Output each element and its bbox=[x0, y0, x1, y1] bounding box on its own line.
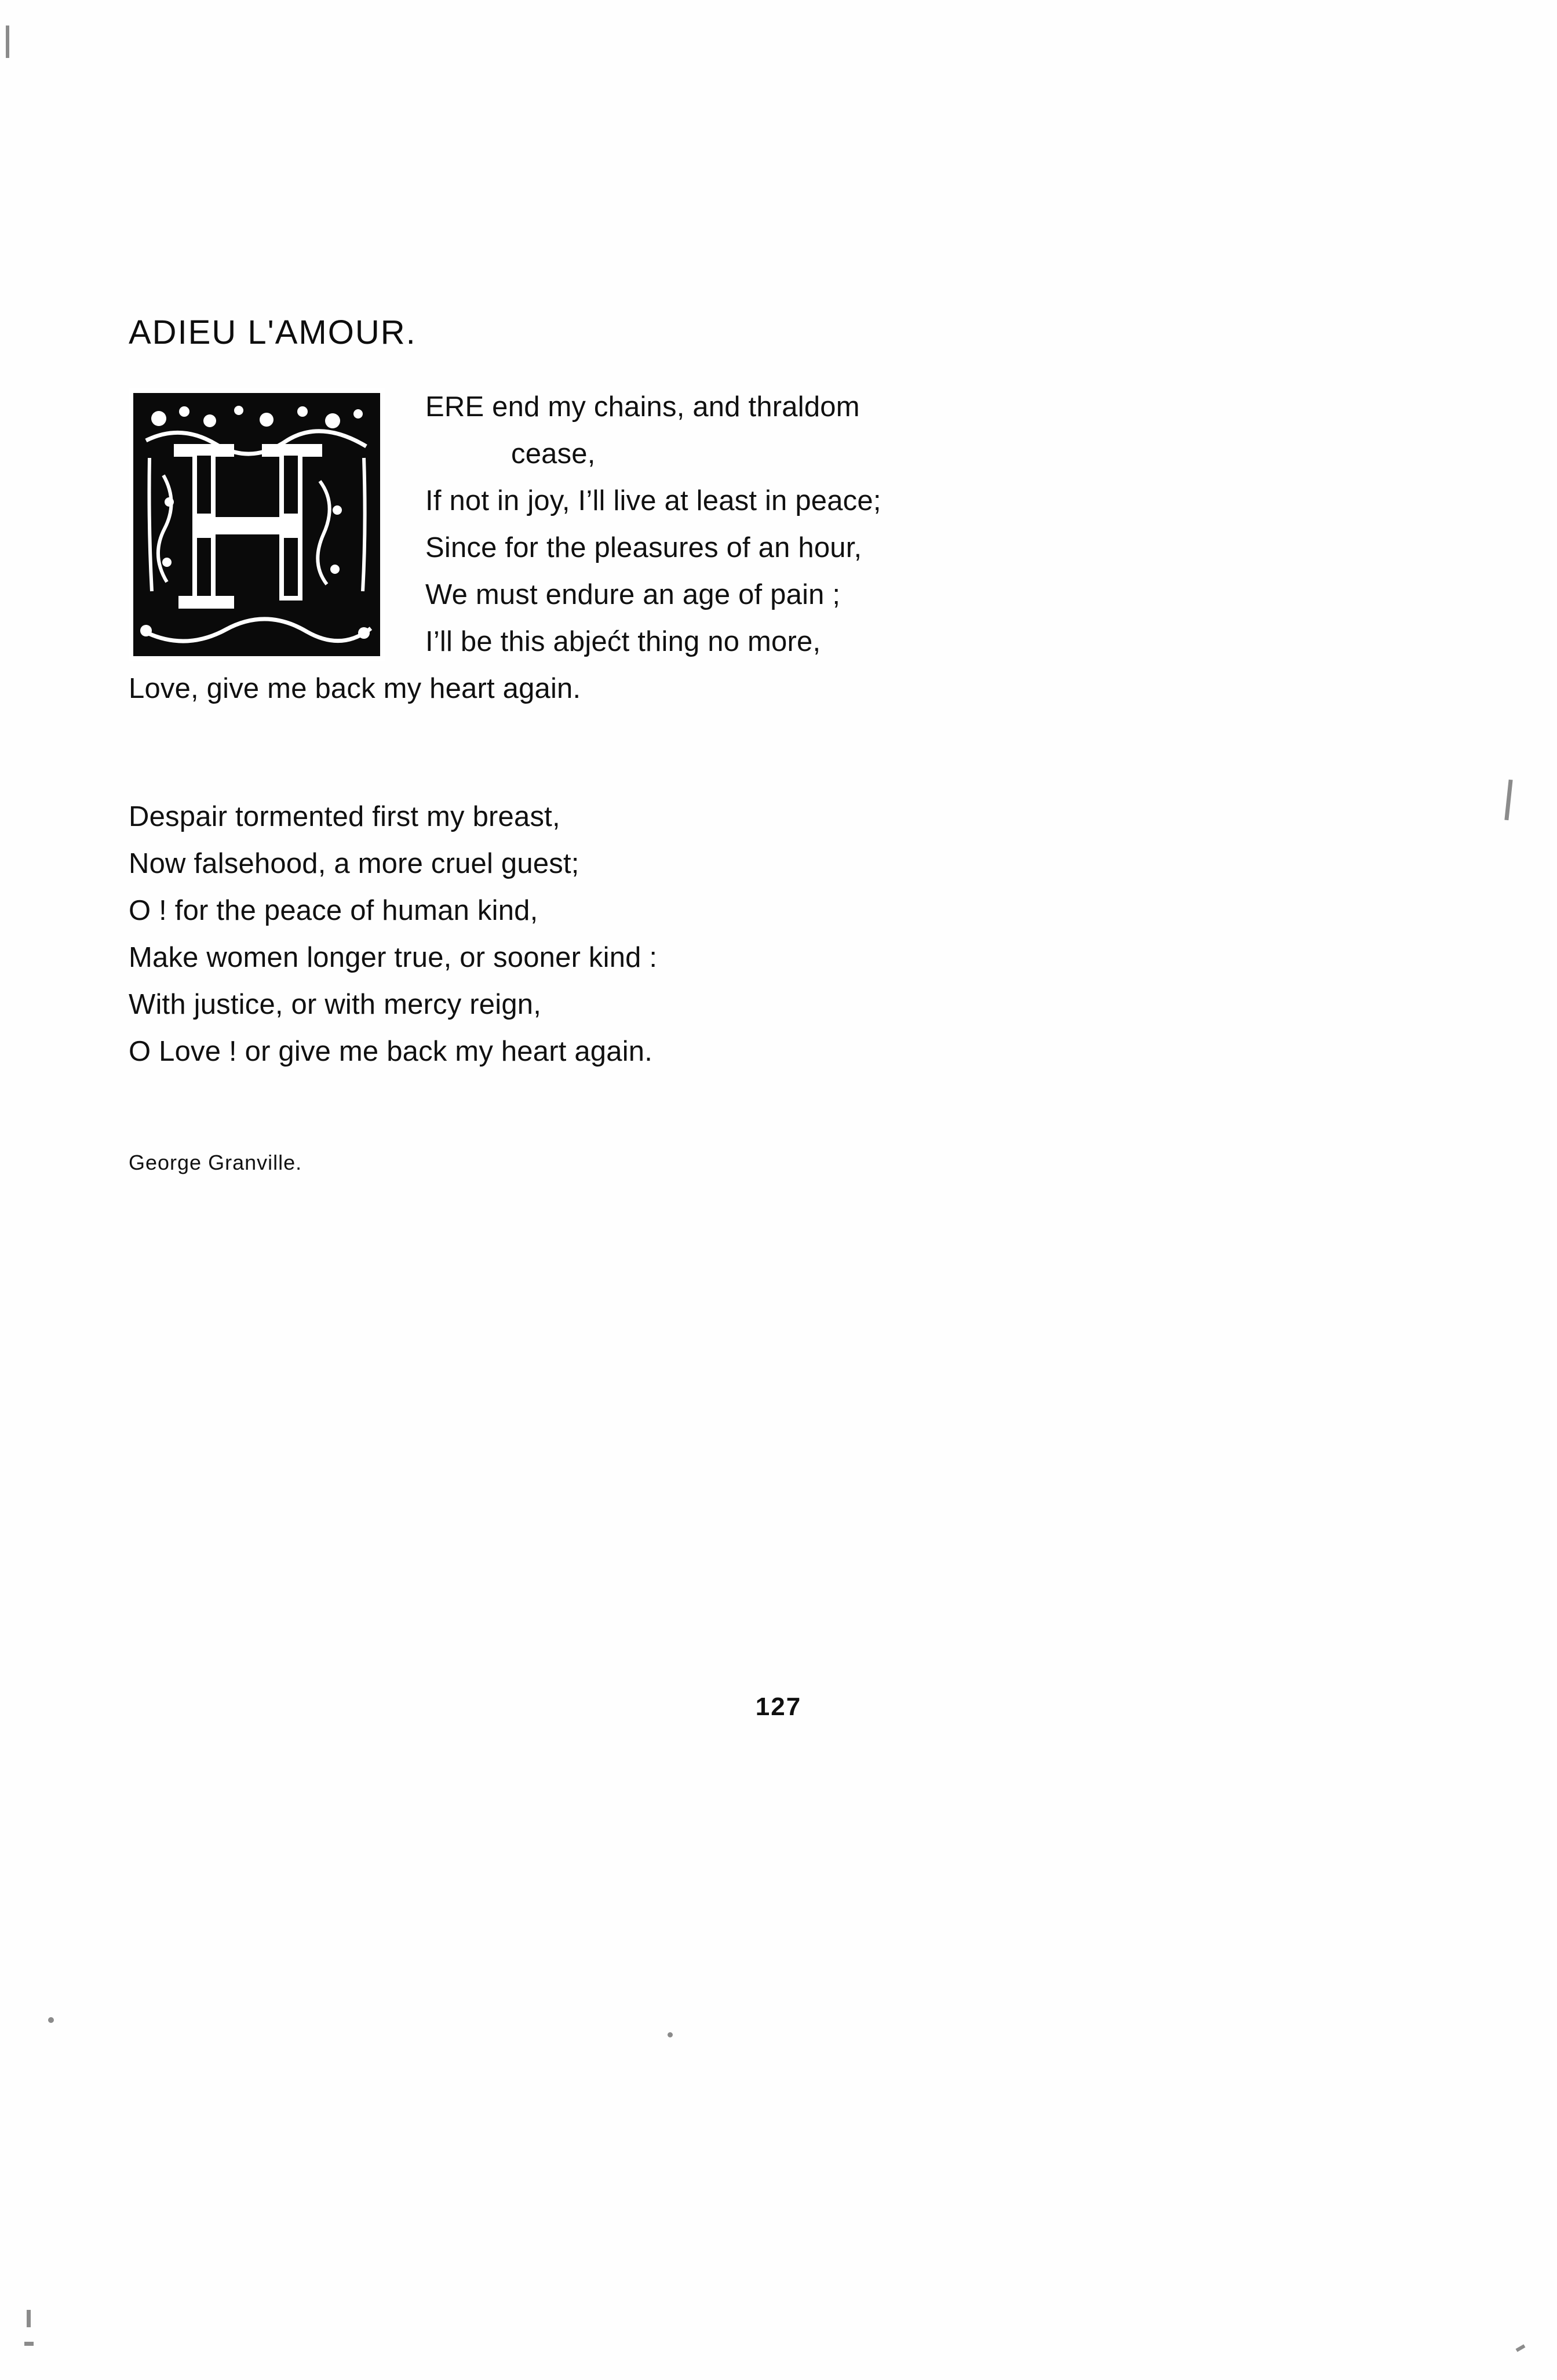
poem-line: If not in joy, I’ll live at least in peace; bbox=[425, 485, 881, 516]
stanza-second bbox=[129, 794, 1288, 1075]
poem-line: cease, bbox=[511, 438, 596, 470]
page-number: 127 bbox=[755, 1693, 802, 1721]
illuminated-initial-icon bbox=[129, 388, 385, 661]
poem-line: O ! for the peace of human kind, bbox=[129, 895, 538, 926]
scan-speck bbox=[1504, 780, 1512, 820]
poem-line: We must endure an age of pain ; bbox=[425, 579, 841, 610]
poem-line: With justice, or with mercy reign, bbox=[129, 989, 542, 1020]
scan-speck bbox=[48, 2017, 54, 2023]
scan-speck bbox=[24, 2342, 34, 2346]
poem-line: Despair tormented first my breast, bbox=[129, 801, 560, 832]
poem-line: Love, give me back my heart again. bbox=[129, 673, 581, 704]
scan-speck bbox=[27, 2310, 31, 2327]
poem-line: Since for the pleasures of an hour, bbox=[425, 532, 862, 563]
poem-body bbox=[129, 313, 1288, 1175]
poem-line: O Love ! or give me back my heart again. bbox=[129, 1036, 653, 1067]
scan-speck bbox=[6, 26, 9, 58]
poem-line: I’ll be this abjećt thing no more, bbox=[425, 626, 821, 657]
scan-speck bbox=[1516, 2344, 1526, 2352]
page-title: ADIEU L'AMOUR. bbox=[129, 314, 417, 351]
scan-speck bbox=[668, 2032, 673, 2037]
poem-line: ERE end my chains, and thraldom bbox=[425, 391, 860, 423]
poem-line: Make women longer true, or sooner kind : bbox=[129, 942, 658, 973]
poem-line: Now falsehood, a more cruel guest; bbox=[129, 848, 579, 879]
author-attribution: George Granville. bbox=[129, 1151, 302, 1174]
